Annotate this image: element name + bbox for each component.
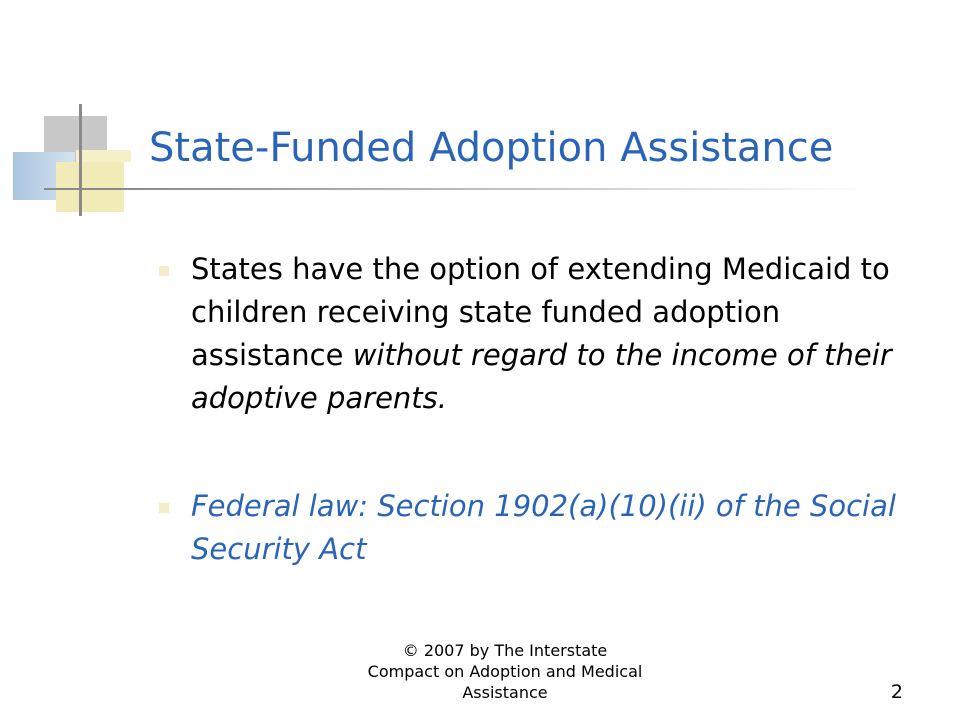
page-number: 2 bbox=[890, 681, 903, 703]
decorative-yellow-strip bbox=[76, 150, 131, 162]
footer-line: Compact on Adoption and Medical bbox=[367, 662, 643, 681]
footer-line: © 2007 by The Interstate bbox=[402, 641, 608, 660]
slide-title: State-Funded Adoption Assistance bbox=[149, 125, 834, 171]
bullet-text-plain: States have the option of extending Medicaid to children receiving state funded adoption assistance bbox=[191, 252, 890, 372]
bullet-marker bbox=[159, 503, 169, 513]
footer-line: Assistance bbox=[462, 683, 548, 702]
bullet-text-italic: without regard to the income of their adoptive parents. bbox=[191, 338, 892, 415]
bullet-item-federal-law: Federal law: Section 1902(a)(10)(ii) of the Social Security Act bbox=[191, 489, 896, 566]
decorative-vertical-line bbox=[79, 104, 82, 216]
bullet-item-medicaid-option bbox=[191, 248, 901, 420]
decorative-horizontal-line bbox=[44, 188, 126, 190]
bullet-marker bbox=[159, 266, 169, 276]
decorative-yellow-square bbox=[56, 162, 124, 212]
title-underline-rule bbox=[126, 188, 870, 190]
footer-copyright bbox=[320, 640, 690, 703]
